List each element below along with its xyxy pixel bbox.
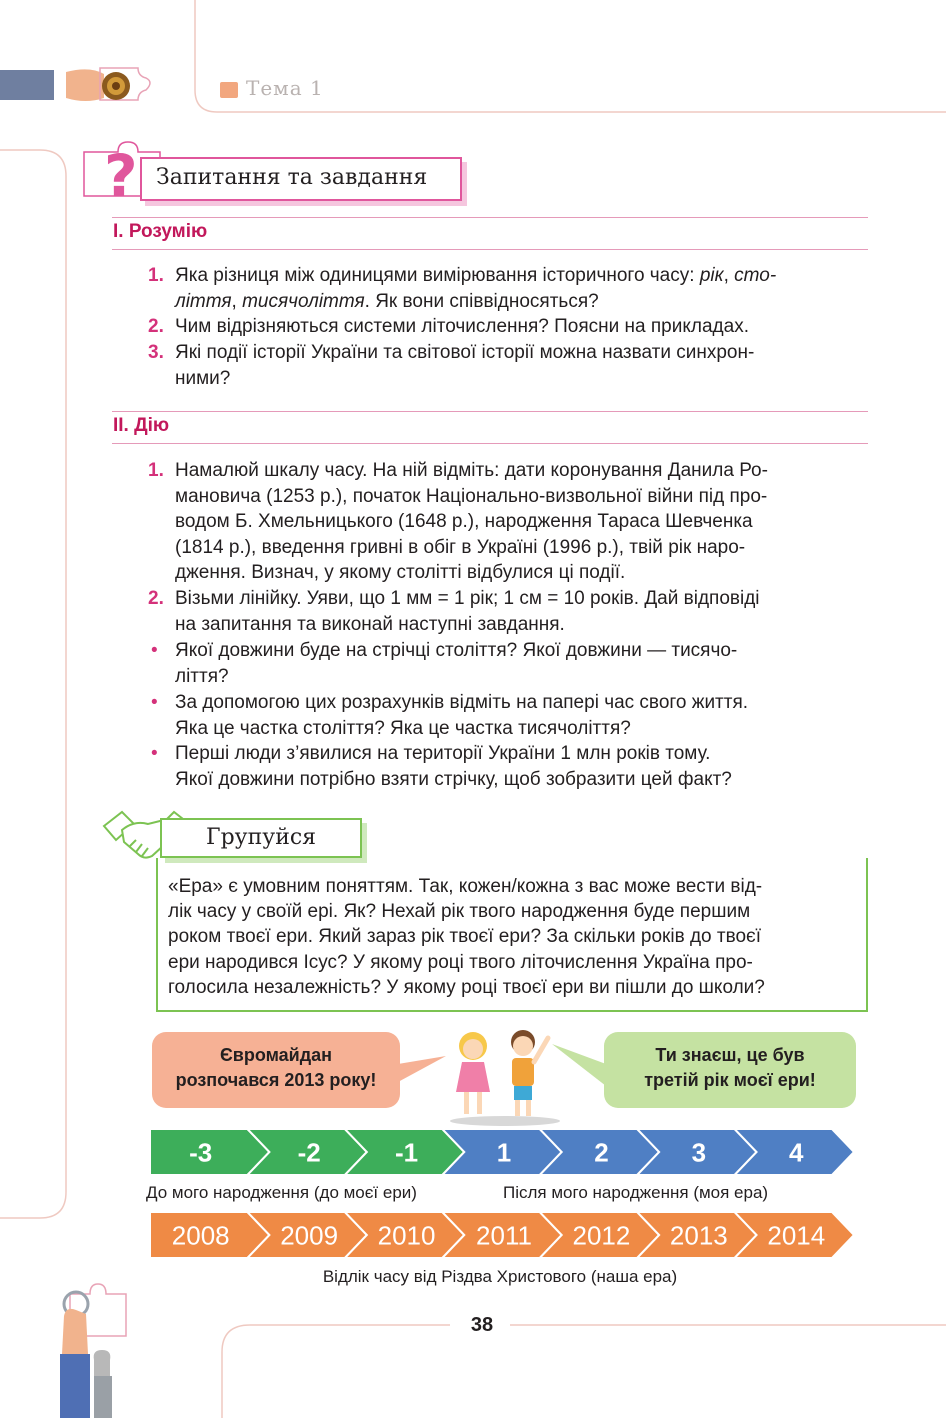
task-line: голосила незалежність? У якому році твоєї ери ви пішли до школи?	[168, 976, 765, 998]
item-text: на запитання та виконай наступні завдання.	[175, 613, 565, 635]
section2-item-1	[148, 458, 868, 586]
bubble-line: Ти знаєш, це був	[655, 1045, 805, 1065]
year-label: 2011	[476, 1220, 532, 1251]
item-text: мановича (1253 р.), початок Національно-визвольної війни під про-	[175, 485, 768, 507]
item-text: (1814 р.), введення гривні в обіг в Україні (1996 р.), твій рік наро-	[175, 536, 746, 558]
year-label: 2014	[767, 1220, 826, 1251]
item-text: Яка різниця між одиницями вимірювання історичного часу:	[175, 265, 700, 286]
item-number: 1.	[148, 265, 164, 286]
year-scale-label: Відлік часу від Різдва Христового (наша ера)	[322, 1267, 678, 1286]
era-label: 1	[496, 1137, 512, 1168]
task-line: «Ера» є умовним поняттям. Так, кожен/кожна з вас може вести від-	[168, 876, 763, 897]
era-label: 4	[789, 1137, 804, 1168]
item-text: За допомогою цих розрахунків відміть на папері час свого життя.	[175, 692, 749, 713]
item-number: 3.	[148, 342, 164, 363]
item-text: Якої довжини буде на стрічці століття? Якої довжини — тисячо-	[175, 640, 738, 661]
bubble-right-text	[604, 1043, 856, 1093]
era-label: 3	[691, 1137, 707, 1168]
bubble-left-text	[152, 1043, 400, 1093]
section1-title: І. Розумію	[113, 221, 208, 242]
section1-item-1	[148, 263, 868, 314]
item-text: Візьми лінійку. Уяви, що 1 мм = 1 рік; 1 см = 10 років. Дай відповіді	[175, 588, 760, 609]
era-label: -2	[297, 1137, 321, 1168]
section2-bullet-2	[148, 690, 868, 741]
item-text: ,	[231, 290, 243, 312]
hand-puzzle-illustration	[0, 60, 160, 116]
item-emphasis: рік	[699, 265, 724, 286]
item-text: Перші люди з’явилися на території України 1 млн років тому.	[175, 743, 711, 764]
item-number: 1.	[148, 460, 164, 481]
item-text: Які події історії України та світової історії можна назвати синхрон-	[175, 342, 755, 363]
bubble-line: третій рік моєї ери!	[644, 1070, 816, 1090]
task-line: ери народився Ісус? У якому році твого літочислення Україна про-	[168, 951, 753, 973]
section1-item-2	[148, 314, 868, 340]
section2-title: ІІ. Дію	[113, 415, 170, 436]
item-text: ними?	[175, 367, 231, 389]
item-text: водом Б. Хмельницького (1648 р.), народження Тараса Шевченка	[175, 511, 753, 532]
item-text: ліття?	[175, 665, 229, 687]
divider	[112, 411, 868, 412]
item-emphasis: сто-	[734, 265, 777, 286]
divider	[112, 217, 868, 218]
group-heading: Групуйся	[206, 825, 317, 850]
era-label-before: До мого народження (до моєї ери)	[146, 1183, 417, 1202]
page-number: 38	[470, 1314, 494, 1336]
era-label: 2	[594, 1137, 609, 1168]
year-label: 2010	[377, 1220, 436, 1251]
bullet-dot: •	[151, 743, 158, 764]
era-label: -3	[189, 1137, 213, 1168]
bottom-hands-illustration	[30, 1280, 150, 1418]
item-emphasis: ліття	[175, 290, 232, 312]
group-task-text	[168, 874, 844, 1000]
children-illustration	[440, 1026, 570, 1126]
section2-bullet-1	[148, 638, 868, 689]
item-number: 2.	[148, 316, 164, 337]
section1-item-3	[148, 340, 868, 391]
item-text: Якої довжини потрібно взяти стрічку, щоб зобразити цей факт?	[175, 768, 732, 790]
era-label-after: Після мого народження (моя ера)	[503, 1183, 769, 1202]
item-number: 2.	[148, 588, 164, 609]
bullet-dot: •	[151, 692, 158, 713]
bullet-dot: •	[151, 640, 158, 661]
topic-label: Тема 1	[246, 76, 324, 100]
bubble-line: Євромайдан	[219, 1045, 333, 1065]
item-text: ,	[723, 265, 735, 286]
group-heading-box	[160, 818, 362, 858]
item-text: . Як вони співвідносяться?	[364, 290, 599, 312]
task-line: лік часу у своїй ері. Як? Нехай рік твого народження буде першим	[168, 901, 751, 923]
era-scale	[150, 1129, 860, 1179]
era-label: -1	[395, 1137, 419, 1168]
section2-bullet-3	[148, 741, 868, 792]
year-label: 2013	[669, 1220, 728, 1251]
item-emphasis: тисячоліття	[242, 290, 365, 312]
year-label: 2008	[171, 1220, 230, 1251]
year-scale	[150, 1212, 860, 1262]
item-text: Яка це частка століття? Яка це частка тисячоліття?	[175, 717, 631, 739]
bubble-line: розпочався 2013 року!	[175, 1070, 377, 1090]
year-label: 2012	[572, 1220, 631, 1251]
topic-marker	[220, 82, 238, 98]
item-text: дження. Визнач, у якому столітті відбулися ці події.	[175, 562, 626, 583]
section2-item-2	[148, 586, 868, 637]
item-text: Чим відрізняються системи літочислення? Поясни на прикладах.	[175, 316, 749, 337]
questions-heading: Запитання та завдання	[156, 165, 428, 190]
item-text: Намалюй шкалу часу. На ній відміть: дати коронування Данила Ро-	[175, 460, 768, 481]
year-label: 2009	[280, 1220, 339, 1251]
divider	[112, 249, 868, 250]
questions-heading-box	[140, 157, 462, 201]
divider	[112, 443, 868, 444]
svg-text:?: ?	[104, 142, 138, 208]
task-line: роком твоєї ери. Який зараз рік твоєї ери? За скільки років до твоєї	[168, 926, 762, 948]
